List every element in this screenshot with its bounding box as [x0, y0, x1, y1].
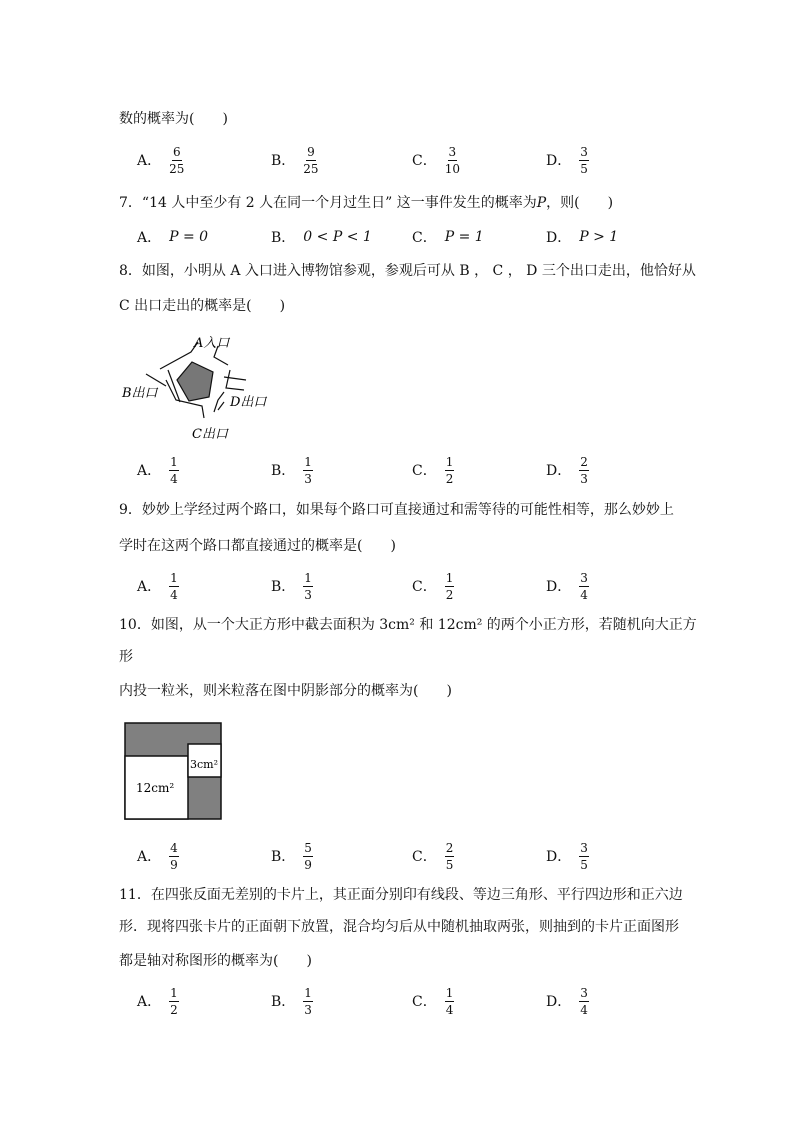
q7-option-d[interactable]: D． P > 1: [546, 229, 619, 246]
q7-options: [137, 217, 677, 257]
fraction: $\frac{1}{2}$: [170, 985, 178, 1017]
square-figure: [124, 722, 224, 822]
label-c: C出口: [192, 427, 228, 442]
q8-option-c[interactable]: C． $\frac{1}{2}$: [412, 454, 454, 486]
q11-option-b[interactable]: B． $\frac{1}{3}$: [271, 985, 312, 1017]
q11-stem-line1: 11．在四张反面无差别的卡片上，其正面分别印有线段、等边三角形、平行四边形和正六边: [119, 887, 683, 903]
q10-stem-line1b: 形: [119, 649, 133, 665]
fraction: $\frac{1}{3}$: [304, 985, 312, 1017]
fraction: $\frac{3}{10}$: [444, 144, 460, 176]
q9-stem-line1: 9．妙妙上学经过两个路口，如果每个路口可直接通过和需等待的可能性相等，那么妙妙上: [119, 502, 674, 518]
fraction: $\frac{1}{4}$: [170, 454, 178, 486]
fraction: $\frac{1}{4}$: [445, 985, 454, 1017]
q8-option-a[interactable]: A． $\frac{1}{4}$: [137, 454, 178, 486]
q9-option-a[interactable]: A． $\frac{1}{4}$: [137, 570, 178, 602]
museum-building: [177, 362, 213, 401]
q6-option-a[interactable]: A． $\frac{6}{25}$: [137, 144, 185, 176]
fraction: $\frac{1}{2}$: [445, 570, 454, 602]
fraction: $\frac{3}{5}$: [580, 840, 588, 872]
q6-stem-tail: 数的概率为( ): [119, 111, 228, 127]
q9-stem-line2: 学时在这两个路口都直接通过的概率是( ): [119, 538, 396, 554]
fraction: $\frac{3}{5}$: [580, 144, 588, 176]
label-12cm2: 12cm²: [136, 781, 175, 795]
q10-stem-line1: 10．如图，从一个大正方形中截去面积为 3cm² 和 12cm² 的两个小正方形，若随机向大正方: [119, 617, 697, 633]
q8-options: [137, 450, 677, 490]
q7-option-c[interactable]: C． P = 1: [412, 229, 484, 246]
label-3cm2: 3cm²: [190, 758, 218, 771]
q10-options: [137, 836, 677, 876]
fraction: $\frac{3}{4}$: [580, 570, 588, 602]
q6-options: [137, 140, 677, 180]
fraction: $\frac{1}{2}$: [445, 454, 454, 486]
fraction: $\frac{3}{4}$: [580, 985, 588, 1017]
fraction: $\frac{4}{9}$: [170, 840, 178, 872]
fraction: $\frac{1}{3}$: [304, 454, 312, 486]
q11-stem-line2: 形．现将四张卡片的正面朝下放置，混合均匀后从中随机抽取两张，则抽到的卡片正面图形: [119, 919, 679, 935]
q8-stem-line1: 8．如图，小明从 A 入口进入博物馆参观，参观后可从 B ， C ， D 三个出口走出，他恰好从: [119, 263, 696, 279]
fraction: $\frac{5}{9}$: [304, 840, 312, 872]
label-b: B出口: [122, 386, 158, 401]
fraction: $\frac{6}{25}$: [169, 144, 185, 176]
label-d: D出口: [230, 395, 267, 410]
q11-option-d[interactable]: D． $\frac{3}{4}$: [546, 985, 588, 1017]
q11-stem-line3: 都是轴对称图形的概率为( ): [119, 953, 312, 969]
q11-option-c[interactable]: C． $\frac{1}{4}$: [412, 985, 454, 1017]
q10-option-d[interactable]: D． $\frac{3}{5}$: [546, 840, 588, 872]
q9-option-b[interactable]: B． $\frac{1}{3}$: [271, 570, 312, 602]
q9-options: [137, 566, 677, 606]
museum-figure: [118, 330, 288, 448]
q6-option-b[interactable]: B． $\frac{9}{25}$: [271, 144, 319, 176]
fraction: $\frac{2}{5}$: [445, 840, 454, 872]
q7-option-a[interactable]: A． P = 0: [137, 229, 209, 246]
q8-option-b[interactable]: B． $\frac{1}{3}$: [271, 454, 312, 486]
label-a: A入口: [194, 336, 230, 351]
q10-stem-line2: 内投一粒米，则米粒落在图中阴影部分的概率为( ): [119, 683, 452, 699]
fraction: $\frac{1}{4}$: [170, 570, 178, 602]
q11-option-a[interactable]: A． $\frac{1}{2}$: [137, 985, 178, 1017]
q7-stem: 7．“14 人中至少有 2 人在同一个月过生日” 这一事件发生的概率为P，则( ): [119, 195, 614, 211]
fraction: $\frac{2}{3}$: [580, 454, 588, 486]
squares-diagram: [124, 722, 224, 822]
q8-option-d[interactable]: D． $\frac{2}{3}$: [546, 454, 588, 486]
fraction: $\frac{1}{3}$: [304, 570, 312, 602]
q7-option-b[interactable]: B． 0 < P < 1: [271, 229, 372, 246]
fraction: $\frac{9}{25}$: [303, 144, 319, 176]
q9-option-d[interactable]: D． $\frac{3}{4}$: [546, 570, 588, 602]
q10-option-a[interactable]: A． $\frac{4}{9}$: [137, 840, 178, 872]
museum-diagram: [118, 330, 288, 448]
q10-option-b[interactable]: B． $\frac{5}{9}$: [271, 840, 312, 872]
q10-option-c[interactable]: C． $\frac{2}{5}$: [412, 840, 454, 872]
q6-option-d[interactable]: D． $\frac{3}{5}$: [546, 144, 588, 176]
q9-option-c[interactable]: C． $\frac{1}{2}$: [412, 570, 454, 602]
q6-option-c[interactable]: C． $\frac{3}{10}$: [412, 144, 460, 176]
q8-stem-line2: C 出口走出的概率是( ): [119, 298, 286, 314]
q11-options: [137, 981, 677, 1021]
